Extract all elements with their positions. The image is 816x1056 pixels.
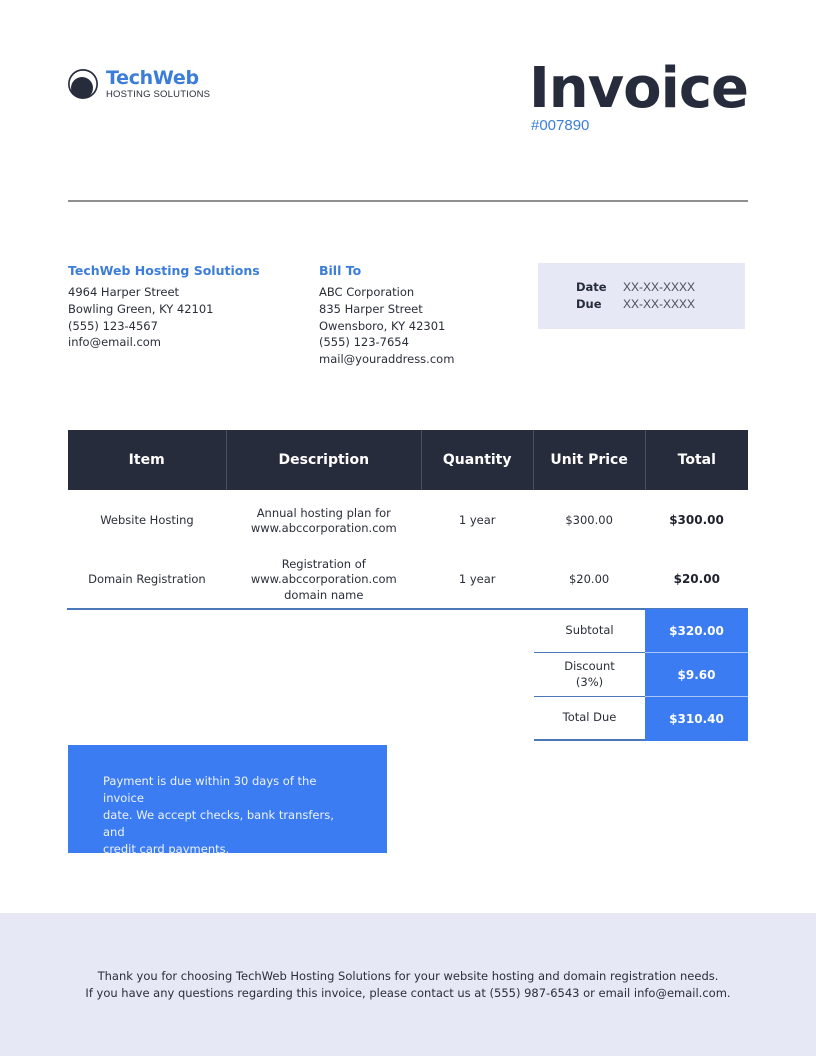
- header-divider: [68, 200, 748, 202]
- table-row: [68, 552, 749, 609]
- company-logo: [67, 68, 210, 100]
- table-row: [68, 490, 749, 552]
- from-phone: (555) 123-4567: [68, 318, 158, 333]
- bill-to-phone: (555) 123-7654: [319, 335, 409, 350]
- total-due-value: $310.40: [645, 697, 748, 741]
- item-total: $300.00: [669, 513, 724, 528]
- subtotal-value: $320.00: [645, 609, 748, 653]
- footer-message: [0, 968, 816, 1002]
- column-header-total: Total: [645, 430, 748, 490]
- footer-line: Thank you for choosing TechWeb Hosting Solutions for your website hosting and domain registration needs.: [97, 969, 719, 983]
- from-street: 4964 Harper Street: [68, 285, 180, 299]
- payment-note-line: date. We accept checks, bank transfers, and: [103, 808, 334, 839]
- item-description: [226, 490, 421, 552]
- total-due-row: [534, 697, 748, 741]
- payment-note-line: credit card payments.: [103, 842, 230, 856]
- from-email: info@email.com: [68, 335, 161, 350]
- from-heading: TechWeb Hosting Solutions: [68, 263, 260, 278]
- footer-line: If you have any questions regarding this invoice, please contact us at (555) 987-6543 or email info@email.com.: [85, 986, 731, 1000]
- description-line: domain name: [284, 587, 364, 602]
- column-header-description: Description: [226, 430, 421, 490]
- invoice-number: #007890: [531, 117, 590, 134]
- line-items-table: [67, 430, 748, 610]
- footer: [0, 913, 816, 1056]
- description-line: www.abccorporation.com: [250, 521, 397, 535]
- bill-to-heading: Bill To: [319, 263, 362, 278]
- from-address-block: [68, 263, 260, 351]
- subtotal-row: [534, 609, 748, 653]
- description-line: Registration of: [281, 556, 366, 571]
- logo-circle-icon: [67, 68, 99, 100]
- from-city: Bowling Green, KY 42101: [68, 301, 214, 316]
- column-header-item: Item: [68, 430, 227, 490]
- column-header-unit-price: Unit Price: [533, 430, 645, 490]
- due-label: Due: [576, 297, 602, 311]
- column-header-quantity: Quantity: [421, 430, 533, 490]
- discount-percent: (3%): [575, 674, 604, 689]
- description-line: Annual hosting plan for: [256, 505, 391, 520]
- company-name: TechWeb: [106, 67, 199, 89]
- discount-label: [534, 653, 645, 697]
- discount-row: [534, 653, 748, 697]
- date-value: XX-XX-XXXX: [623, 280, 696, 294]
- payment-note-line: Payment is due within 30 days of the invoice: [103, 774, 317, 805]
- bill-to-street: 835 Harper Street: [319, 301, 423, 316]
- table-header-row: [68, 430, 749, 490]
- total-due-label: Total Due: [534, 697, 645, 741]
- item-description: [226, 552, 421, 609]
- item-quantity: 1 year: [458, 513, 496, 528]
- totals-summary: [534, 609, 748, 741]
- item-name: Website Hosting: [100, 513, 194, 528]
- page-title: Invoice: [528, 56, 748, 121]
- dates-panel: [538, 263, 745, 329]
- bill-to-company: ABC Corporation: [319, 285, 415, 299]
- item-name: Domain Registration: [68, 552, 227, 609]
- item-unit-price: $300.00: [565, 513, 613, 528]
- bill-to-email: mail@youraddress.com: [319, 352, 455, 367]
- subtotal-label: Subtotal: [534, 609, 645, 653]
- item-unit-price: $20.00: [533, 552, 645, 609]
- company-tagline: HOSTING SOLUTIONS: [106, 89, 211, 100]
- invoice-date-row: [576, 279, 745, 296]
- description-line: www.abccorporation.com: [250, 572, 397, 587]
- bill-to-city: Owensboro, KY 42301: [319, 318, 446, 333]
- discount-label-line: Discount: [564, 659, 615, 673]
- payment-terms-note: [68, 745, 387, 856]
- due-value: XX-XX-XXXX: [623, 297, 696, 311]
- bill-to-block: [319, 263, 454, 368]
- due-date-row: [576, 296, 745, 313]
- item-quantity: 1 year: [421, 552, 533, 609]
- discount-value: $9.60: [645, 653, 748, 697]
- date-label: Date: [576, 280, 607, 294]
- item-total: $20.00: [645, 552, 748, 609]
